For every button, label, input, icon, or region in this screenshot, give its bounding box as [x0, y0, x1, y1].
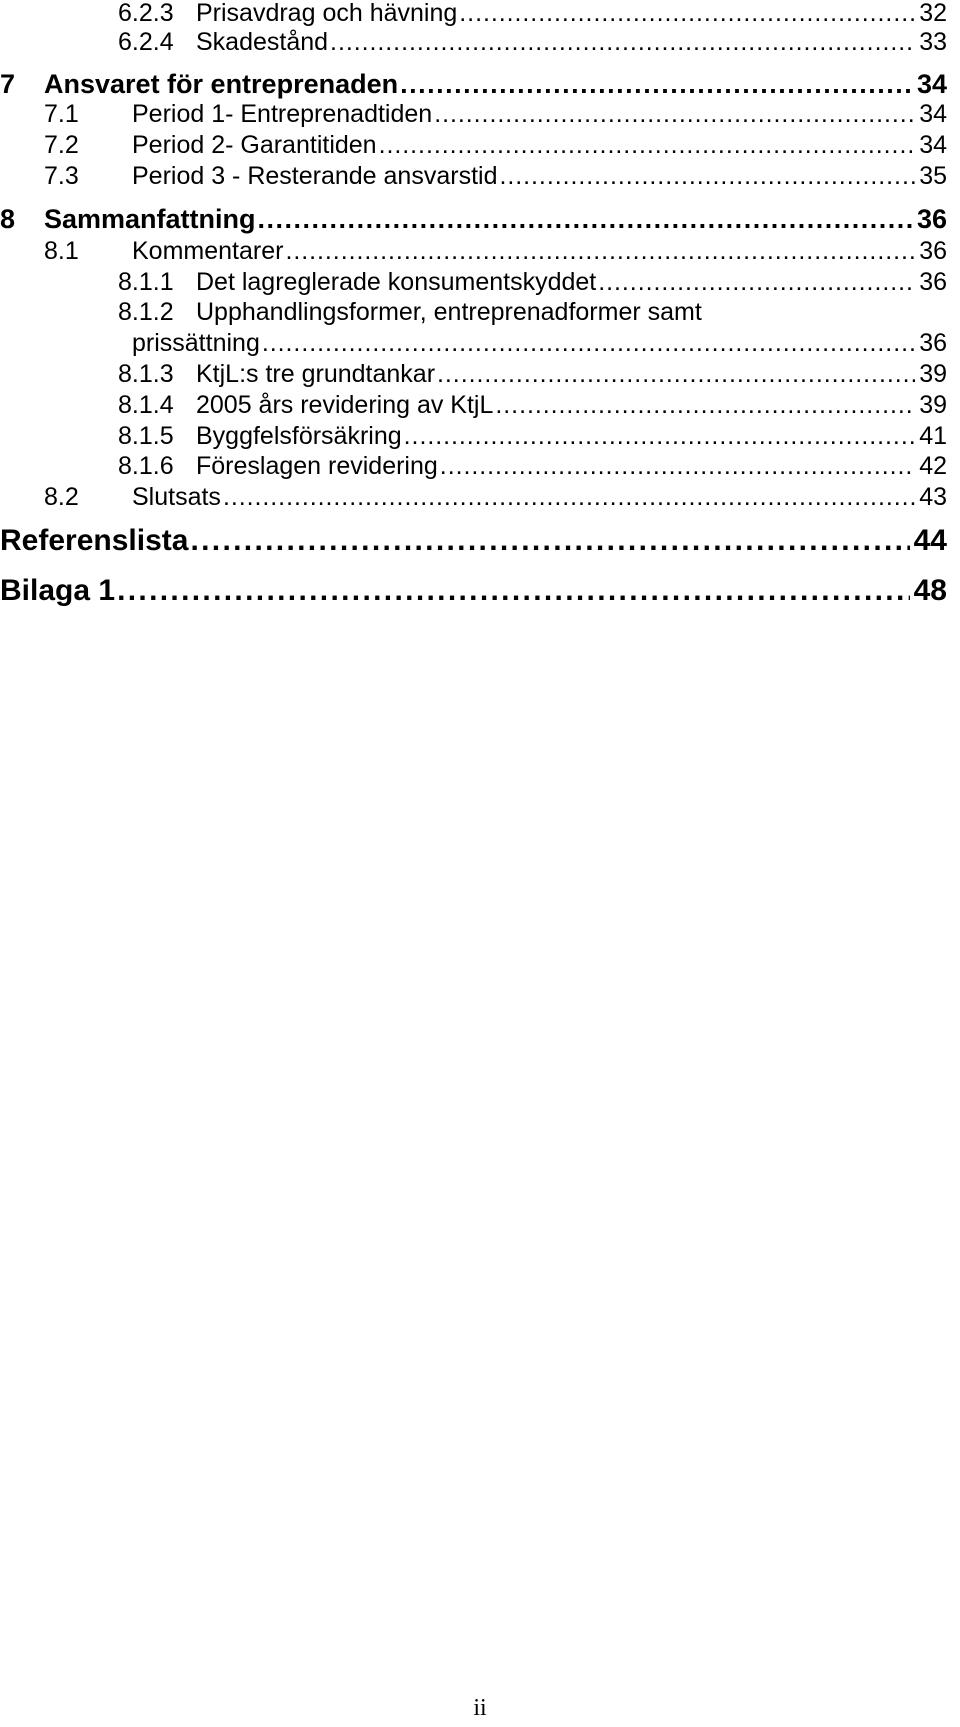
toc-entry-title: Period 3 - Resterande ansvarstid	[132, 162, 498, 190]
toc-entry-number: 8.1.6	[118, 452, 174, 480]
toc-entry[interactable]	[0, 389, 960, 421]
dot-leader	[598, 266, 915, 298]
toc-entry-title: Period 2- Garantitiden	[132, 131, 377, 159]
toc-entry-number: 8	[0, 204, 16, 234]
toc-entry[interactable]	[0, 420, 960, 452]
toc-entry-number: 8.1.4	[118, 391, 174, 419]
toc-entry-page: 41	[919, 422, 947, 450]
toc-entry-page: 35	[919, 162, 947, 190]
toc-entry[interactable]	[0, 266, 960, 298]
toc-entry-page: 44	[913, 524, 947, 557]
dot-leader	[330, 26, 915, 58]
toc-entry-title: 2005 års revidering av KtjL	[196, 391, 494, 419]
dot-leader	[459, 0, 915, 29]
toc-entry-number: 8.1.5	[118, 422, 174, 450]
page-number: ii	[473, 1695, 487, 1721]
dot-leader	[190, 521, 909, 561]
toc-entry-page: 36	[919, 237, 947, 265]
toc-entry-page: 36	[919, 268, 947, 296]
dot-leader	[499, 160, 915, 192]
toc-entry-page: 32	[919, 0, 947, 27]
toc-entry[interactable]	[0, 129, 960, 161]
toc-entry-page: 48	[913, 574, 947, 607]
toc-entry-number: 7	[0, 69, 16, 99]
toc-entry-page: 43	[919, 483, 947, 511]
toc-entry-number: 7.3	[44, 162, 79, 190]
dot-leader	[262, 327, 915, 359]
dot-leader	[223, 481, 915, 513]
toc-entry-number: 6.2.4	[118, 28, 174, 56]
toc-entry-number: 8.2	[44, 483, 79, 511]
toc-entry-number: 7.2	[44, 131, 79, 159]
toc-entry[interactable]	[0, 481, 960, 513]
toc-entry[interactable]	[0, 450, 960, 482]
dot-leader	[379, 129, 916, 161]
toc-entry[interactable]	[0, 26, 960, 58]
toc-entry-page: 34	[916, 69, 947, 99]
dot-leader	[434, 98, 915, 130]
toc-entry-title: KtjL:s tre grundtankar	[196, 360, 436, 388]
dot-leader	[404, 420, 916, 452]
toc-entry-title: Prisavdrag och hävning	[196, 0, 458, 27]
dot-leader	[437, 358, 915, 390]
dot-leader	[258, 203, 913, 235]
dot-leader	[285, 235, 915, 267]
toc-entry-chapter[interactable]	[0, 68, 960, 100]
toc-entry-title: Sammanfattning	[44, 204, 256, 234]
toc-entry-title: Ansvaret för entreprenaden	[44, 69, 399, 99]
toc-entry-page: 36	[919, 329, 947, 357]
toc-entry-title: Byggfelsförsäkring	[196, 422, 402, 450]
toc-entry[interactable]	[0, 296, 960, 328]
dot-leader	[117, 571, 910, 611]
toc-entry-page: 39	[919, 391, 947, 419]
toc-entry-continuation[interactable]	[0, 327, 960, 359]
toc-entry-title: prissättning	[132, 329, 260, 357]
toc-entry-number: 8.1.3	[118, 360, 174, 388]
dot-leader	[495, 389, 915, 421]
toc-entry-number: 8.1.1	[118, 268, 174, 296]
toc-entry-title: Referenslista	[0, 524, 189, 557]
toc-entry-title: Period 1- Entreprenadtiden	[132, 100, 433, 128]
toc-entry-page: 39	[919, 360, 947, 388]
toc-entry-title: Upphandlingsformer, entreprenadformer samt	[196, 298, 702, 326]
toc-entry-title: Det lagreglerade konsumentskyddet	[196, 268, 597, 296]
toc-entry-page: 42	[919, 452, 947, 480]
toc-entry-number: 8.1.2	[118, 298, 174, 326]
toc-entry-page: 36	[916, 204, 947, 234]
toc-entry[interactable]	[0, 98, 960, 130]
toc-entry-title: Föreslagen revidering	[196, 452, 438, 480]
toc-entry-chapter[interactable]	[0, 571, 960, 611]
toc-entry-title: Bilaga 1	[0, 574, 116, 607]
toc-entry-page: 33	[919, 28, 947, 56]
toc-entry-chapter[interactable]	[0, 521, 960, 561]
toc-entry-number: 6.2.3	[118, 0, 174, 27]
toc-entry-number: 7.1	[44, 100, 79, 128]
toc-entry-chapter[interactable]	[0, 203, 960, 235]
dot-leader	[400, 68, 913, 100]
toc-entry[interactable]	[0, 358, 960, 390]
toc-entry-page: 34	[919, 100, 947, 128]
toc-entry-title: Kommentarer	[132, 237, 284, 265]
toc-entry-number: 8.1	[44, 237, 79, 265]
toc-entry-page: 34	[919, 131, 947, 159]
toc-entry-title: Skadestånd	[196, 28, 329, 56]
toc-entry[interactable]	[0, 0, 960, 29]
dot-leader	[440, 450, 915, 482]
toc-entry-title: Slutsats	[132, 483, 221, 511]
toc-entry[interactable]	[0, 235, 960, 267]
toc-entry[interactable]	[0, 160, 960, 192]
